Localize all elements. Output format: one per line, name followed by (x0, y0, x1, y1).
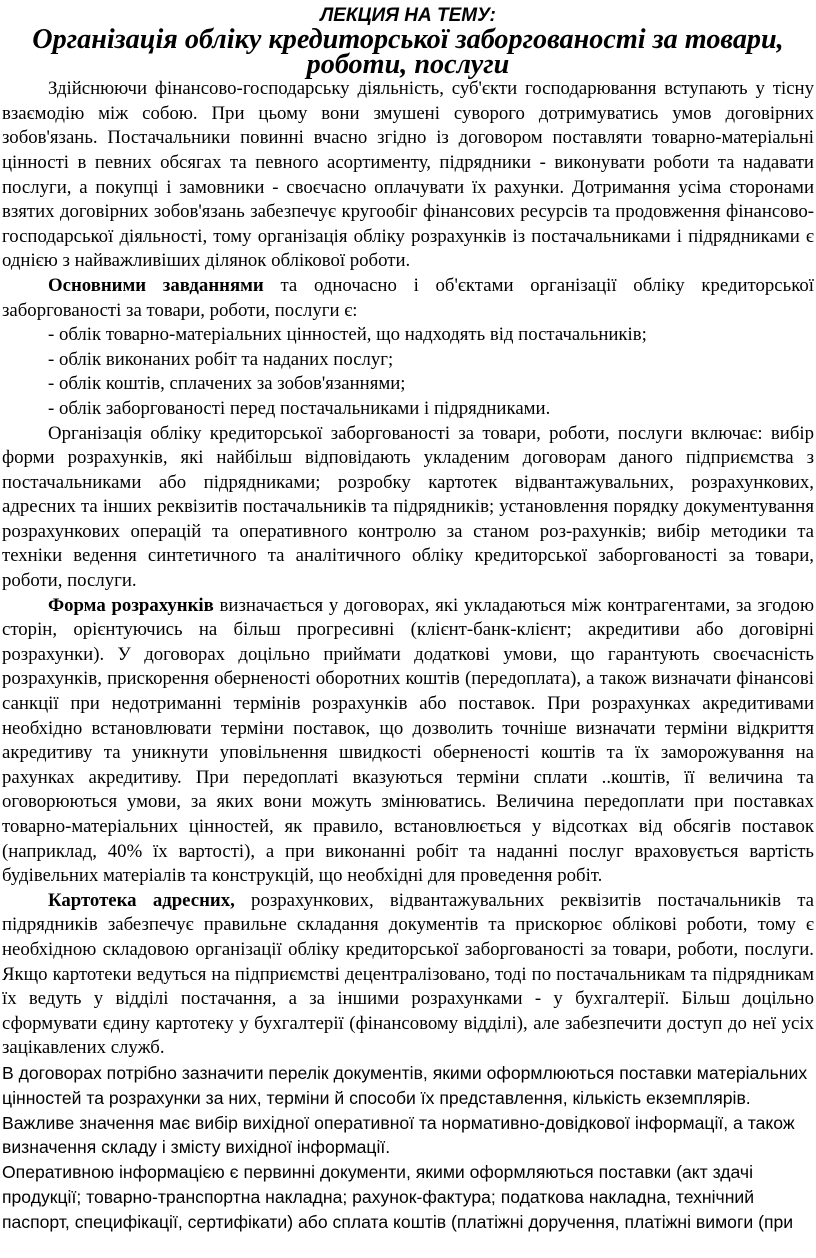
list-item: - облік виконаних робіт та наданих послуг; (48, 348, 394, 370)
lecture-subtitle: Організація обліку кредиторської заборгованості за товари, роботи, послуги (32, 24, 784, 80)
paragraph-intro: Здійснюючи фінансово-господарську діяльність, суб'єкти господарювання вступають у тісну взаємодію між собою. При цьому вони змушені суворого дотримуватись умов договірних зобов'язань. Постачальники повинні вчасно згідно із договором поставляти товарно-матеріальні цінності в певних обсягах та певного асортименту, підрядники - виконувати роботи та надавати послуги, а покупці і замовники - своєчасно оплачувати їх рахунки. Дотримання усіма сторонами взятих договірних зобов'язань забезпечує кругообіг фінансових ресурсів та продовження фінансово-господарської діяльності, тому організація обліку розрахунків із постачальниками і підрядниками є однією з найважливіших ділянок облікової роботи. (2, 78, 814, 272)
tasks-list (2, 323, 814, 421)
payment-form-lead: Форма розрахунків (48, 594, 214, 616)
paragraph-operational-info: Оперативною інформацією є первинні документи, якими оформляються поставки (акт здачі продукції; товарно-транспортна накладна; рахунок-фактура; податкова накладна, технічний паспорт, специфікації, сертифікати) або сплата коштів (платіжні доручення, платіжні вимоги (при (2, 1162, 794, 1232)
card-index-lead: Картотека адресних, (48, 889, 235, 911)
main-tasks-text: та одночасно і об'єктами організації обліку кредиторської заборгованості за товари, роботи, послуги є: (2, 274, 814, 321)
paragraph-contracts: В договорах потрібно зазначити перелік документів, якими оформлюються поставки матеріальних цінностей та розрахунки за них, терміни й способи їх представлення, кількість екземплярів. Важливе значення має вибір вихідної оперативної та нормативно-довідкової інформації, а також визначення складу і змісту вихідної інформації. (2, 1062, 808, 1158)
list-item: - облік коштів, сплачених за зобов'язаннями; (48, 373, 406, 395)
lecture-title: ЛЕКЦИЯ НА ТЕМУ: (320, 5, 496, 26)
payment-form-text: визначається у договорах, які укладаються між контрагентами, за згодою сторін, орієнтуючись на більш прогресивні (клієнт-банк-клієнт; акредитиви або договірні розрахунки). У договорах доцільно приймати додаткові умови, що гарантують своєчасність розрахунків, прискорення оберненості оборотних коштів (передоплата), а також визначати фінансові санкції при недотриманні термінів розрахунків або поставок. При розрахунках акредитивами необхідно встановлювати терміни поставок, що дозволить точніше визначати терміни відкриття акредитиву та уникнути уповільнення швидкості оберненості коштів та їх заморожування на рахунках акредитиву. При передоплаті вказуються терміни сплати ..коштів, її величина та оговорюються умови, за яких вони можуть змінюватись. Величина передоплати при поставках товарно-матеріальних цінностей, як правило, встановлюється у відсотках від обсягів поставок (наприклад, 40% їх вартості), а при виконанні робіт та наданні послуг враховується вартість будівельних матеріалів та конструкцій, що необхідні для проведення робіт. (2, 594, 814, 887)
list-item: - облік товарно-матеріальних цінностей, що надходять від постачальників; (48, 324, 647, 346)
list-item: - облік заборгованості перед постачальниками і підрядниками. (48, 397, 551, 419)
main-tasks-lead: Основними завданнями (48, 274, 264, 296)
paragraph-card-index (2, 889, 814, 1061)
paragraph-organization: Організація обліку кредиторської заборгованості за товари, роботи, послуги включає: вибір форми розрахунків, які найбільш відповідають укладеним договорам даного підприємства з постачальниками або підрядниками; розробку картотек відвантажувальних, розрахункових, адресних та інших реквізитів постачальників та підрядників; установлення порядку документування розрахункових операцій та оперативного контролю за станом роз-рахунків; вибір методики та техніки ведення синтетичного та аналітичного обліку кредиторської заборгованості за товари, роботи, послуги. (2, 422, 814, 592)
card-index-text: розрахункових, відвантажувальних реквізитів постачальників та підрядників забезпечує правильне складання документів та прискорює облікові роботи, тому є необхідною складовою організації обліку кредиторської заборгованості за товари, роботи, послуги. Якщо картотеки ведуться на підприємстві децентралізовано, тоді по постачальникам та підрядникам їх ведуть у відділі постачання, а за іншими розрахунками - у бухгалтерії. Більш доцільно сформувати єдину картотеку у бухгалтерії (фінансовому відділі), але забезпечити доступ до неї усіх зацікавлених служб. (2, 889, 814, 1059)
paragraph-main-tasks (2, 274, 814, 323)
paragraph-payment-form (2, 594, 814, 889)
